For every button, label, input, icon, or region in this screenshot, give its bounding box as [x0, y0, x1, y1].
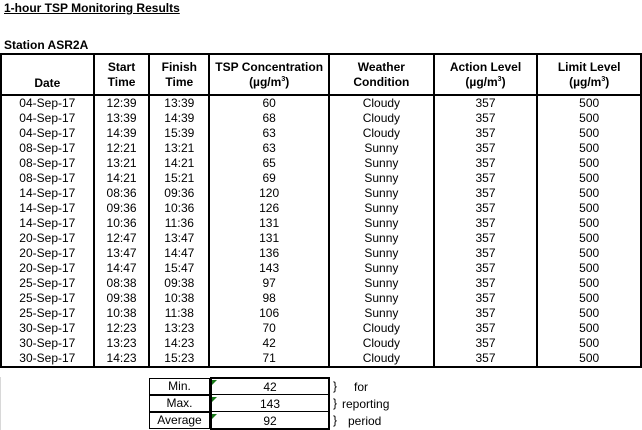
start-time-cell[interactable]: 13:47: [94, 246, 150, 261]
table-row: [1, 216, 641, 231]
weather-cell[interactable]: Sunny: [329, 171, 434, 186]
date-cell[interactable]: 30-Sep-17: [1, 336, 94, 351]
date-cell[interactable]: 30-Sep-17: [1, 321, 94, 336]
header-finish-time[interactable]: Finish Time: [149, 54, 209, 95]
limit-level-cell[interactable]: 500: [537, 126, 641, 141]
tsp-cell[interactable]: 97: [209, 276, 329, 291]
weather-cell[interactable]: Sunny: [329, 156, 434, 171]
weather-cell[interactable]: Sunny: [329, 261, 434, 276]
weather-cell[interactable]: Cloudy: [329, 336, 434, 351]
finish-time-cell[interactable]: 13:47: [149, 231, 209, 246]
start-time-cell[interactable]: 08:36: [94, 186, 150, 201]
limit-level-cell[interactable]: 500: [537, 186, 641, 201]
finish-time-cell[interactable]: 14:23: [149, 336, 209, 351]
action-level-cell[interactable]: 357: [434, 261, 538, 276]
min-label[interactable]: Min.: [149, 378, 210, 395]
table-row: [1, 246, 641, 261]
finish-time-cell[interactable]: 15:23: [149, 351, 209, 367]
station-label: Station ASR2A: [4, 38, 89, 52]
table-row: [1, 141, 641, 156]
action-level-cell[interactable]: 357: [434, 276, 538, 291]
note-for: for: [354, 380, 369, 394]
action-level-cell[interactable]: 357: [434, 186, 538, 201]
header-limit-level[interactable]: Limit Level $(\mu g/m^3)$: [537, 54, 641, 95]
weather-cell[interactable]: Sunny: [329, 276, 434, 291]
min-value[interactable]: 42: [210, 379, 330, 395]
start-time-cell[interactable]: 09:38: [94, 291, 150, 306]
table-row: [1, 336, 641, 351]
action-level-cell[interactable]: 357: [434, 216, 538, 231]
weather-cell[interactable]: Cloudy: [329, 351, 434, 367]
action-level-cell[interactable]: 357: [434, 351, 538, 367]
finish-time-cell[interactable]: 13:39: [149, 95, 209, 111]
start-time-cell[interactable]: 12:21: [94, 141, 150, 156]
tsp-cell[interactable]: 131: [209, 231, 329, 246]
table-row: [1, 291, 641, 306]
finish-time-cell[interactable]: 13:21: [149, 141, 209, 156]
tsp-cell[interactable]: 136: [209, 246, 329, 261]
grid-line: [0, 377, 1, 430]
limit-level-cell[interactable]: 500: [537, 95, 641, 111]
action-level-cell[interactable]: 357: [434, 321, 538, 336]
date-cell[interactable]: 30-Sep-17: [1, 351, 94, 367]
limit-level-cell[interactable]: 500: [537, 351, 641, 367]
limit-level-cell[interactable]: 500: [537, 276, 641, 291]
table-row: [1, 186, 641, 201]
header-action-level[interactable]: Action Level $(\mu g/m^3)$: [434, 54, 538, 95]
date-cell[interactable]: 20-Sep-17: [1, 231, 94, 246]
brace-glyph: }: [333, 396, 338, 410]
header-date[interactable]: Date: [1, 54, 94, 95]
cell-marker-icon: [212, 414, 217, 419]
report-title: 1-hour TSP Monitoring Results: [4, 1, 180, 15]
tsp-cell[interactable]: 63: [209, 141, 329, 156]
limit-level-cell[interactable]: 500: [537, 261, 641, 276]
weather-cell[interactable]: Sunny: [329, 246, 434, 261]
date-cell[interactable]: 25-Sep-17: [1, 306, 94, 321]
header-weather-condition[interactable]: Weather Condition: [329, 54, 434, 95]
summary-block: [0, 377, 642, 430]
header-tsp-concentration[interactable]: TSP Concentration $(\mu g/m^3)$: [209, 54, 329, 95]
header-row: [1, 54, 641, 95]
finish-time-cell[interactable]: 15:21: [149, 171, 209, 186]
weather-cell[interactable]: Sunny: [329, 141, 434, 156]
finish-time-cell[interactable]: 15:39: [149, 126, 209, 141]
tsp-cell[interactable]: 68: [209, 111, 329, 126]
start-time-cell[interactable]: 09:36: [94, 201, 150, 216]
start-time-cell[interactable]: 08:38: [94, 276, 150, 291]
limit-level-cell[interactable]: 500: [537, 291, 641, 306]
table-row: [1, 231, 641, 246]
finish-time-cell[interactable]: 15:47: [149, 261, 209, 276]
action-level-cell[interactable]: 357: [434, 231, 538, 246]
cell-marker-icon: [212, 380, 217, 385]
start-time-cell[interactable]: 14:39: [94, 126, 150, 141]
weather-cell[interactable]: Sunny: [329, 291, 434, 306]
date-cell[interactable]: 20-Sep-17: [1, 246, 94, 261]
finish-time-cell[interactable]: 14:21: [149, 156, 209, 171]
start-time-cell[interactable]: 13:23: [94, 336, 150, 351]
action-level-cell[interactable]: 357: [434, 126, 538, 141]
weather-cell[interactable]: Sunny: [329, 306, 434, 321]
start-time-cell[interactable]: 14:21: [94, 171, 150, 186]
action-level-cell[interactable]: 357: [434, 111, 538, 126]
date-cell[interactable]: 04-Sep-17: [1, 126, 94, 141]
tsp-cell[interactable]: 98: [209, 291, 329, 306]
weather-cell[interactable]: Sunny: [329, 201, 434, 216]
start-time-cell[interactable]: 12:47: [94, 231, 150, 246]
start-time-cell[interactable]: 12:39: [94, 95, 150, 111]
action-level-cell[interactable]: 357: [434, 171, 538, 186]
table-row: [1, 276, 641, 291]
date-cell[interactable]: 25-Sep-17: [1, 291, 94, 306]
weather-cell[interactable]: Cloudy: [329, 111, 434, 126]
tsp-cell[interactable]: 120: [209, 186, 329, 201]
limit-level-cell[interactable]: 500: [537, 336, 641, 351]
start-time-cell[interactable]: 14:47: [94, 261, 150, 276]
limit-level-cell[interactable]: 500: [537, 111, 641, 126]
date-cell[interactable]: 08-Sep-17: [1, 141, 94, 156]
table-row: [1, 261, 641, 276]
brace-glyph: }: [333, 379, 338, 393]
finish-time-cell[interactable]: 09:38: [149, 276, 209, 291]
action-level-cell[interactable]: 357: [434, 95, 538, 111]
weather-cell[interactable]: Cloudy: [329, 321, 434, 336]
table-row: [1, 306, 641, 321]
weather-cell[interactable]: Cloudy: [329, 126, 434, 141]
action-level-cell[interactable]: 357: [434, 336, 538, 351]
weather-cell[interactable]: Cloudy: [329, 95, 434, 111]
start-time-cell[interactable]: 13:39: [94, 111, 150, 126]
limit-level-cell[interactable]: 500: [537, 306, 641, 321]
table-row: [1, 171, 641, 186]
limit-level-cell[interactable]: 500: [537, 321, 641, 336]
limit-level-cell[interactable]: 500: [537, 171, 641, 186]
date-cell[interactable]: 08-Sep-17: [1, 171, 94, 186]
max-label[interactable]: Max.: [149, 395, 210, 412]
tsp-cell[interactable]: 63: [209, 126, 329, 141]
table-row: [1, 126, 641, 141]
finish-time-cell[interactable]: 11:36: [149, 216, 209, 231]
table-row: [1, 351, 641, 367]
finish-time-cell[interactable]: 09:36: [149, 186, 209, 201]
finish-time-cell[interactable]: 11:38: [149, 306, 209, 321]
max-value[interactable]: 143: [210, 396, 330, 412]
limit-level-cell[interactable]: 500: [537, 246, 641, 261]
action-level-cell[interactable]: 357: [434, 306, 538, 321]
date-cell[interactable]: 25-Sep-17: [1, 276, 94, 291]
date-cell[interactable]: 08-Sep-17: [1, 156, 94, 171]
finish-time-cell[interactable]: 10:38: [149, 291, 209, 306]
table-row: [1, 201, 641, 216]
table-row: [1, 156, 641, 171]
action-level-cell[interactable]: 357: [434, 141, 538, 156]
tsp-cell[interactable]: 106: [209, 306, 329, 321]
tsp-cell[interactable]: 65: [209, 156, 329, 171]
date-cell[interactable]: 14-Sep-17: [1, 201, 94, 216]
monitoring-table: [0, 53, 642, 368]
tsp-cell[interactable]: 42: [209, 336, 329, 351]
finish-time-cell[interactable]: 13:23: [149, 321, 209, 336]
brace-glyph: }: [333, 413, 338, 427]
start-time-cell[interactable]: 12:23: [94, 321, 150, 336]
tsp-cell[interactable]: 126: [209, 201, 329, 216]
limit-level-cell[interactable]: 500: [537, 231, 641, 246]
finish-time-cell[interactable]: 14:39: [149, 111, 209, 126]
start-time-cell[interactable]: 13:21: [94, 156, 150, 171]
tsp-cell[interactable]: 143: [209, 261, 329, 276]
start-time-cell[interactable]: 14:23: [94, 351, 150, 367]
date-cell[interactable]: 14-Sep-17: [1, 186, 94, 201]
finish-time-cell[interactable]: 14:47: [149, 246, 209, 261]
limit-level-cell[interactable]: 500: [537, 156, 641, 171]
start-time-cell[interactable]: 10:38: [94, 306, 150, 321]
limit-level-cell[interactable]: 500: [537, 141, 641, 156]
table-row: [1, 95, 641, 111]
tsp-cell[interactable]: 131: [209, 216, 329, 231]
start-time-cell[interactable]: 10:36: [94, 216, 150, 231]
date-cell[interactable]: 04-Sep-17: [1, 111, 94, 126]
date-cell[interactable]: 14-Sep-17: [1, 216, 94, 231]
tsp-cell[interactable]: 70: [209, 321, 329, 336]
tsp-cell[interactable]: 71: [209, 351, 329, 367]
note-reporting: reporting: [342, 397, 390, 411]
table-row: [1, 321, 641, 336]
limit-level-cell[interactable]: 500: [537, 216, 641, 231]
average-label[interactable]: Average: [149, 412, 210, 429]
tsp-cell[interactable]: 60: [209, 95, 329, 111]
header-start-time[interactable]: Start Time: [94, 54, 150, 95]
table-row: [1, 111, 641, 126]
finish-time-cell[interactable]: 10:36: [149, 201, 209, 216]
date-cell[interactable]: 20-Sep-17: [1, 261, 94, 276]
action-level-cell[interactable]: 357: [434, 156, 538, 171]
note-period: period: [348, 414, 382, 428]
action-level-cell[interactable]: 357: [434, 291, 538, 306]
tsp-cell[interactable]: 69: [209, 171, 329, 186]
weather-cell[interactable]: Sunny: [329, 186, 434, 201]
table-body: [1, 95, 641, 367]
action-level-cell[interactable]: 357: [434, 246, 538, 261]
action-level-cell[interactable]: 357: [434, 201, 538, 216]
weather-cell[interactable]: Sunny: [329, 231, 434, 246]
limit-level-cell[interactable]: 500: [537, 201, 641, 216]
weather-cell[interactable]: Sunny: [329, 216, 434, 231]
cell-marker-icon: [212, 397, 217, 402]
date-cell[interactable]: 04-Sep-17: [1, 95, 94, 111]
average-value[interactable]: 92: [263, 414, 277, 428]
